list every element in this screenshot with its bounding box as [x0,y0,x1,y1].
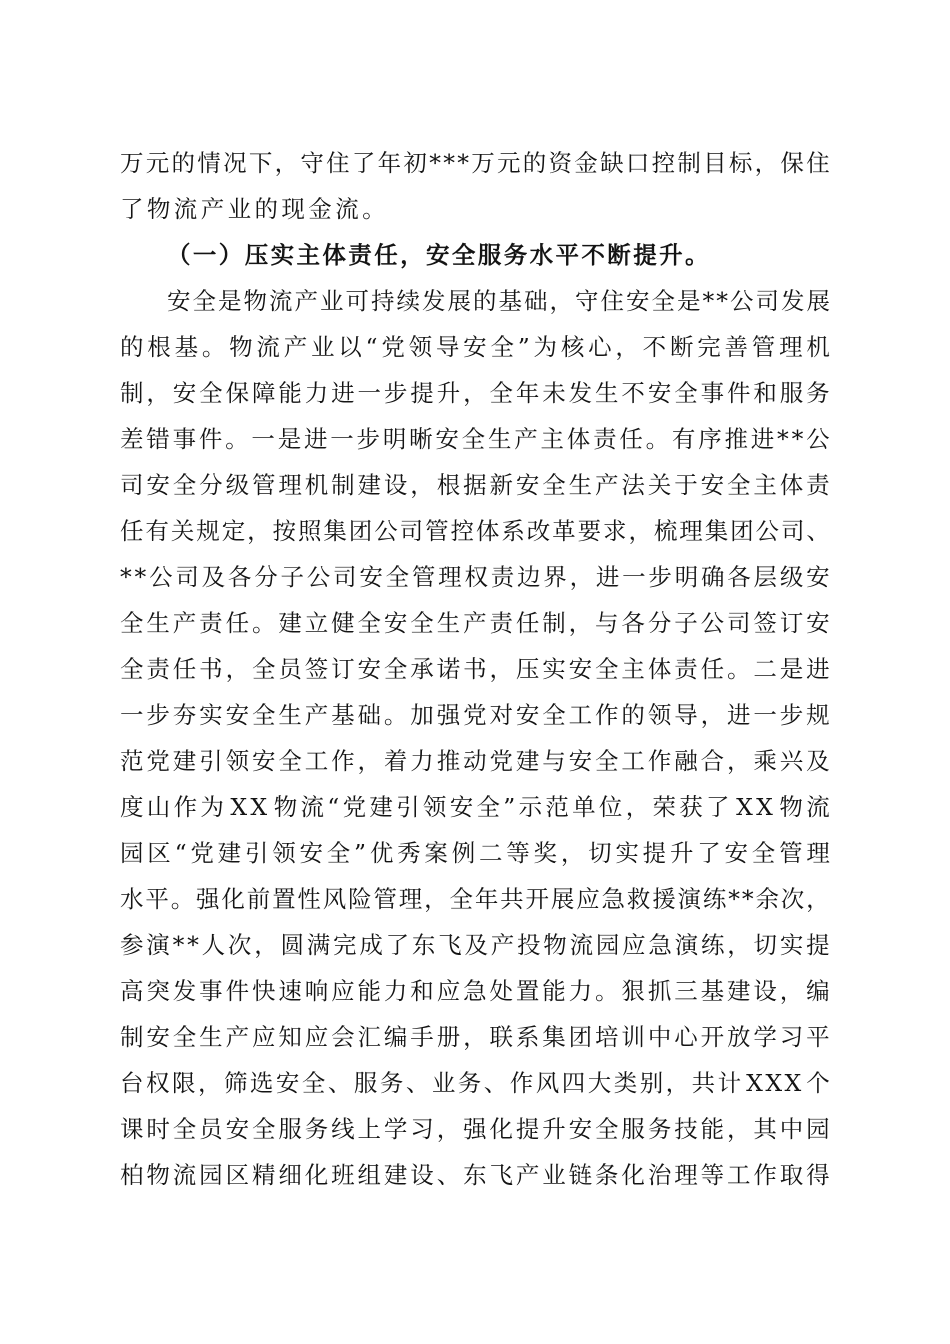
body-line-9: 全 责 任 书 ， 全 员 签 订 安 全 承 诺 书 ， 压 实 安 全 主 体 责 任 。 二 是 进 [120,655,830,683]
body-line-13: 园 区 “ 党 建 引 领 安 全 ” 优 秀 案 例 二 等 奖 ， 切 实 提 升 了 安 全 管 理 [120,839,830,867]
body-line-8: 全 生 产 责 任 。 建 立 健 全 安 全 生 产 责 任 制 ， 与 各 分 子 公 司 签 订 安 [120,609,830,637]
section-heading: （一）压实主体责任，安全服务水平不断提升。 [167,241,711,269]
body-line-6: 任 有 关 规 定 ， 按 照 集 团 公 司 管 控 体 系 改 革 要 求 ， 梳 理 集 团 公 司 、 [120,517,830,545]
body-line-17: 制 安 全 生 产 应 知 应 会 汇 编 手 册 ， 联 系 集 团 培 训 中 心 开 放 学 习 平 [120,1023,830,1051]
intro-line-2: 了物流产业的现金流。 [120,195,389,223]
body-line-19: 课 时 全 员 安 全 服 务 线 上 学 习 ， 强 化 提 升 安 全 服 务 技 能 ， 其 中 园 [120,1115,830,1143]
body-line-16: 高 突 发 事 件 快 速 响 应 能 力 和 应 急 处 置 能 力 。 狠 抓 三 基 建 设 ， 编 [120,977,830,1005]
body-line-7: * * 公 司 及 各 分 子 公 司 安 全 管 理 权 责 边 界 ， 进 一 步 明 确 各 层 级 安 [120,563,830,591]
body-line-5: 司 安 全 分 级 管 理 机 制 建 设 ， 根 据 新 安 全 生 产 法 关 于 安 全 主 体 责 [120,471,830,499]
body-line-14: 水 平 。 强 化 前 置 性 风 险 管 理 ， 全 年 共 开 展 应 急 救 援 演 练 * * 余 次 ， [120,885,830,913]
body-line-18: 台 权 限 ， 筛 选 安 全 、 服 务 、 业 务 、 作 风 四 大 类 别 ， 共 计 X X X 个 [120,1069,830,1097]
body-line-11: 范 党 建 引 领 安 全 工 作 ， 着 力 推 动 党 建 与 安 全 工 作 融 合 ， 乘 兴 及 [120,747,830,775]
body-line-10: 一 步 夯 实 安 全 生 产 基 础 。 加 强 党 对 安 全 工 作 的 领 导 ， 进 一 步 规 [120,701,830,729]
body-line-12: 度 山 作 为 X X 物 流 “ 党 建 引 领 安 全 ” 示 范 单 位 ， 荣 获 了 X X 物 流 [120,793,830,821]
body-line-20: 柏 物 流 园 区 精 细 化 班 组 建 设 、 东 飞 产 业 链 条 化 治 理 等 工 作 取 得 [120,1161,830,1189]
body-line-2: 的 根 基 。 物 流 产 业 以 “ 党 领 导 安 全 ” 为 核 心 ， 不 断 完 善 管 理 机 [120,333,830,361]
body-line-1: 安 全 是 物 流 产 业 可 持 续 发 展 的 基 础 ， 守 住 安 全 是 * * 公 司 发 展 [167,287,830,315]
body-line-15: 参 演 * * 人 次 ， 圆 满 完 成 了 东 飞 及 产 投 物 流 园 应 急 演 练 ， 切 实 提 [120,931,830,959]
body-line-4: 差 错 事 件 。 一 是 进 一 步 明 晰 安 全 生 产 主 体 责 任 。 有 序 推 进 * * 公 [120,425,830,453]
body-line-3: 制 ， 安 全 保 障 能 力 进 一 步 提 升 ， 全 年 未 发 生 不 安 全 事 件 和 服 务 [120,379,830,407]
intro-line-1: 万 元 的 情 况 下 ， 守 住 了 年 初 * * * 万 元 的 资 金 缺 口 控 制 目 标 ， 保 住 [120,149,830,177]
